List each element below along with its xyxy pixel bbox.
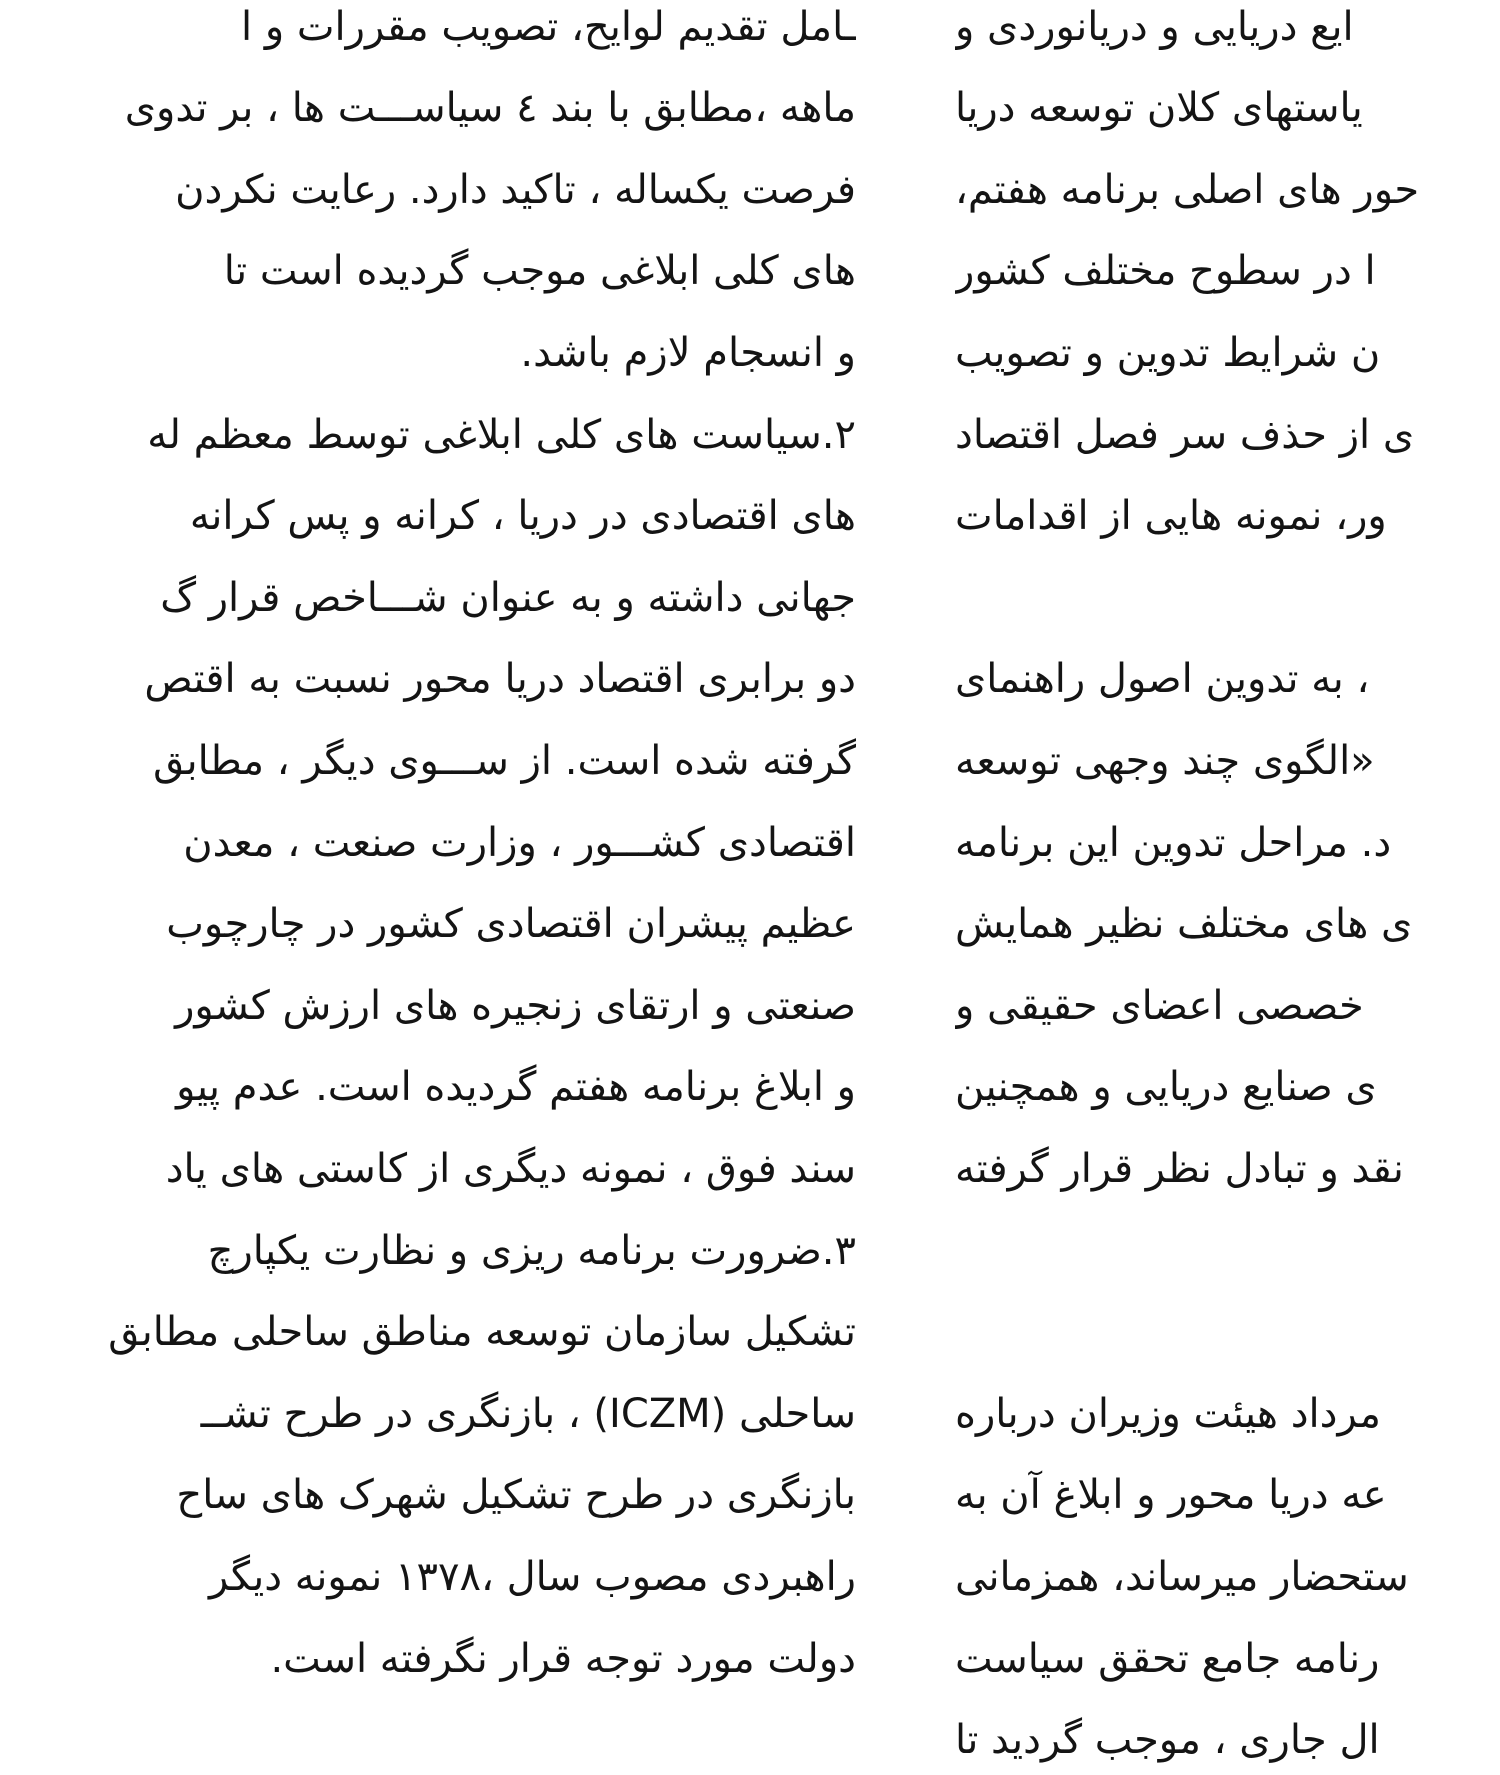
text-line: ا در سطوح مختلف کشور xyxy=(955,248,1376,294)
text-line: و انسجام لازم باشد. xyxy=(520,330,856,376)
text-line: های اقتصادی در دریا ، کرانه و پس کرانه xyxy=(189,493,856,539)
text-line: ی های مختلف نظیر همایش xyxy=(955,901,1413,947)
text-line: عظیم پیشران اقتصادی کشور در چارچوب xyxy=(166,901,856,947)
text-line: ی صنایع دریایی و همچنین xyxy=(955,1064,1377,1110)
text-line: ساحلی (ICZM) ، بازنگری در طرح تشــ xyxy=(200,1391,856,1437)
text-line: ستحضار میرساند، همزمانی xyxy=(955,1554,1409,1600)
text-line: صنعتی و ارتقای زنجیره های ارزش کشور xyxy=(175,983,856,1029)
text-line: فرصت یکساله ، تاکید دارد. رعایت نکردن xyxy=(175,167,856,213)
text-line: خصصی اعضای حقیقی و xyxy=(955,983,1364,1029)
text-line: مرداد هیئت وزیران درباره xyxy=(955,1391,1381,1437)
text-line: حور های اصلی برنامه هفتم، xyxy=(955,167,1420,213)
text-line: راهبردی مصوب سال ،۱۳۷۸ نمونه دیگر xyxy=(208,1554,856,1600)
text-line: بازنگری در طرح تشکیل شهرک های ساح xyxy=(176,1472,856,1518)
text-line: ی از حذف سر فصل اقتصاد xyxy=(955,412,1415,458)
text-line: ال جاری ، موجب گردید تا xyxy=(955,1717,1380,1763)
text-line: ـامل تقدیم لوایح، تصویب مقررات و ا xyxy=(241,4,856,50)
text-line: نقد و تبادل نظر قرار گرفته xyxy=(955,1146,1404,1192)
text-line: ۲.سیاست های کلی ابلاغی توسط معظم له xyxy=(147,412,856,458)
text-line: رنامه جامع تحقق سیاست xyxy=(955,1636,1380,1682)
text-line: دولت مورد توجه قرار نگرفته است. xyxy=(270,1636,856,1682)
text-line: اقتصادی کشـــور ، وزارت صنعت ، معدن xyxy=(183,820,856,866)
text-line: گرفته شده است. از ســـوی دیگر ، مطابق xyxy=(153,738,856,784)
text-line: سند فوق ، نمونه دیگری از کاستی های یاد xyxy=(165,1146,856,1192)
text-line: ور، نمونه هایی از اقدامات xyxy=(955,493,1387,539)
text-line: ، به تدوین اصول راهنمای xyxy=(955,656,1370,702)
text-line: ۳.ضرورت برنامه ریزی و نظارت یکپارچ xyxy=(207,1228,856,1274)
text-line: ن شرایط تدوین و تصویب xyxy=(955,330,1381,376)
text-line: تشکیل سازمان توسعه مناطق ساحلی مطابق xyxy=(108,1309,856,1355)
text-line: یاستهای کلان توسعه دریا xyxy=(955,85,1363,131)
text-line: جهانی داشته و به عنوان شـــاخص قرار گ xyxy=(160,575,856,621)
text-line: «الگوی چند وجهی توسعه xyxy=(955,738,1375,784)
text-line: های کلی ابلاغی موجب گردیده است تا xyxy=(223,248,856,294)
text-line: و ابلاغ برنامه هفتم گردیده است. عدم پیو xyxy=(176,1064,856,1110)
text-line: ایع دریایی و دریانوردی و xyxy=(955,4,1354,50)
text-line: ماهه ،مطابق با بند ٤ سیاســـت ها ، بر تدوی xyxy=(124,85,856,131)
text-line: عه دریا محور و ابلاغ آن به xyxy=(955,1472,1387,1518)
text-line: د. مراحل تدوین این برنامه xyxy=(955,820,1392,866)
text-column-right xyxy=(955,0,1500,1775)
text-line: دو برابری اقتصاد دریا محور نسبت به اقتص xyxy=(144,656,856,702)
